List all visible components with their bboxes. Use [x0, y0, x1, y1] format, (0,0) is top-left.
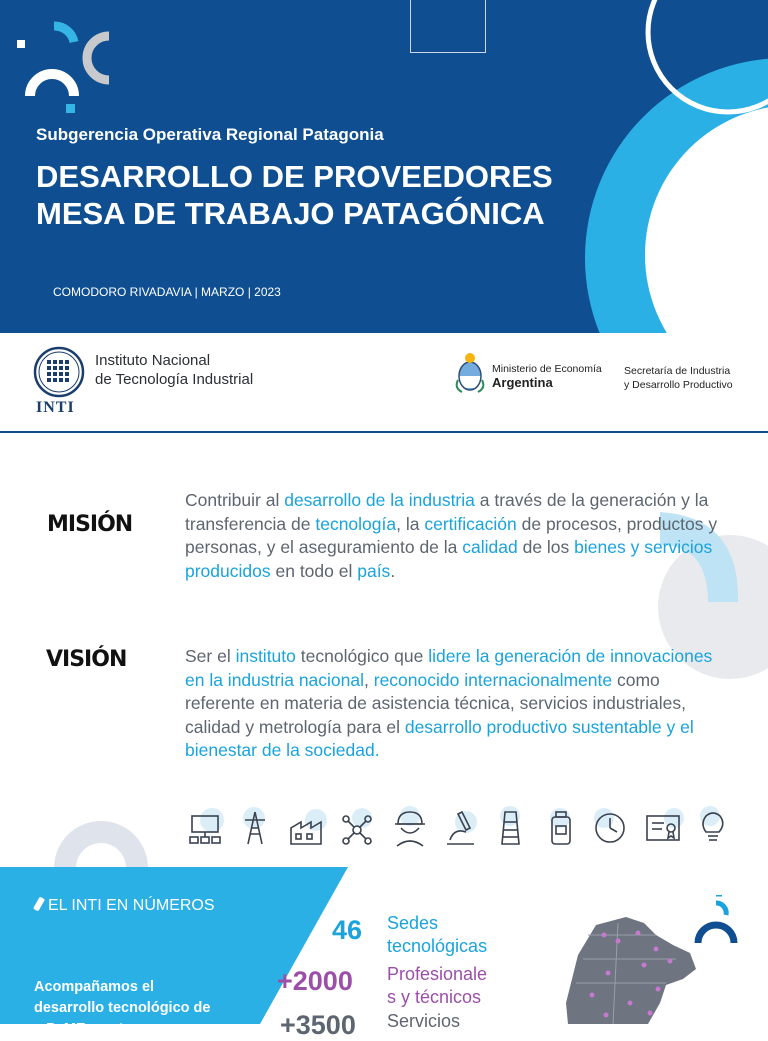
inti-brand-mark-icon	[14, 16, 124, 116]
stat-profesionales-label-1: Profesionale	[387, 964, 488, 984]
stat-sedes-value: 46	[332, 915, 363, 945]
header-banner	[0, 0, 768, 333]
factory-icon	[288, 806, 328, 850]
mission-text-segment: en todo el	[270, 560, 358, 581]
stat-sedes-label-2: tecnológicas	[387, 936, 488, 956]
decorative-arc-left	[54, 818, 148, 868]
vision-highlight: reconocido internacionalmente	[373, 669, 613, 690]
stat-sedes-label-1: Sedes	[387, 913, 439, 933]
secretary-line-2: y Desarrollo Productivo	[624, 379, 733, 391]
header-subtitle: Subgerencia Operativa Regional Patagonia	[36, 125, 384, 144]
argentina-coat-of-arms-icon	[454, 350, 486, 396]
vision-label: VISIÓN	[46, 647, 127, 672]
mission-highlight: certificación	[424, 513, 517, 534]
description-line-1: Acompañamos el	[34, 979, 155, 995]
silo-icon	[496, 806, 526, 850]
stat-servicios-label: Servicios	[387, 1011, 461, 1031]
numbers-description	[34, 977, 210, 1040]
vision-text	[185, 645, 725, 763]
divider	[0, 431, 768, 433]
vision-highlight: lidere la generación de innovaciones en la industria nacional	[185, 646, 713, 690]
worker-helmet-icon	[392, 806, 428, 850]
stat-servicios-value: +3500	[280, 1010, 356, 1040]
bottle-icon	[546, 806, 576, 850]
mission-label: MISIÓN	[47, 512, 133, 537]
vision-highlight: desarrollo productivo sustentable y el bienestar de la sociedad.	[185, 716, 694, 760]
numbers-title	[36, 897, 215, 915]
vision-text-segment: tecnológico que	[295, 646, 429, 666]
secretary-name	[624, 364, 733, 392]
header-meta: COMODORO RIVADAVIA | MARZO | 2023	[53, 285, 281, 299]
inti-name-line-2: de Tecnología Industrial	[95, 371, 254, 388]
vision-highlight: instituto	[235, 646, 296, 666]
ministry-name	[492, 362, 602, 391]
mission-text-segment: de los	[517, 537, 575, 557]
mission-highlight: desarrollo de la industria	[284, 490, 475, 510]
vision-text-segment: Ser el	[185, 646, 236, 666]
molecule-icon	[340, 806, 376, 850]
computer-network-icon	[188, 806, 224, 850]
title-line-2: MESA DE TRABAJO PATAGÓNICA	[36, 196, 545, 231]
microscope-icon	[444, 806, 480, 850]
argentina-map	[548, 895, 768, 1024]
ministry-line-2: Argentina	[492, 375, 553, 390]
stat-sedes-label	[387, 912, 487, 958]
mission-text-segment: .	[390, 560, 396, 581]
numbers-title-text: EL INTI EN NÚMEROS	[48, 897, 215, 914]
mission-text-segment: de procesos, productos y personas, y el aseguramiento de la	[185, 513, 718, 557]
mission-text-segment: Contribuir al	[185, 490, 285, 510]
inti-name	[95, 351, 253, 389]
decorative-frame	[410, 0, 486, 53]
description-line-3: ...PyMEs y otros	[34, 1021, 147, 1037]
stat-profesionales-value: +2000	[277, 966, 353, 996]
title-line-1: DESARROLLO DE PROVEEDORES	[36, 159, 553, 194]
inti-name-line-1: Instituto Nacional	[95, 352, 211, 369]
description-line-2: desarrollo tecnológico de	[34, 1000, 211, 1016]
certificate-icon	[644, 806, 684, 850]
page-title	[36, 158, 553, 232]
icon-row	[188, 806, 733, 850]
mission-highlight: bienes y servicios producidos	[185, 537, 713, 581]
secretary-line-1: Secretaría de Industria	[624, 365, 731, 377]
lightbulb-icon	[698, 806, 728, 850]
clock-icon	[592, 806, 628, 850]
mission-highlight: país	[357, 560, 391, 581]
mission-text-segment: , la	[396, 513, 425, 534]
mission-highlight: calidad	[462, 537, 518, 557]
decorative-circles	[540, 0, 768, 333]
mission-text	[185, 489, 725, 583]
transmission-tower-icon	[240, 806, 270, 850]
mission-highlight: tecnología	[315, 513, 397, 534]
vision-text-segment: como referente en materia de asistencia técnica, servicios industriales, calidad y metrología para el	[185, 669, 686, 737]
inti-seal-icon	[33, 346, 85, 398]
stat-profesionales-label	[387, 963, 487, 1009]
inti-acronym: INTI	[36, 399, 75, 416]
vision-text-segment: ,	[364, 669, 374, 690]
stat-profesionales-label-2: s y técnicos	[387, 987, 482, 1007]
mission-text-segment: a través de la generación y la transferencia de	[185, 490, 709, 534]
ministry-line-1: Ministerio de Economía	[492, 363, 602, 375]
